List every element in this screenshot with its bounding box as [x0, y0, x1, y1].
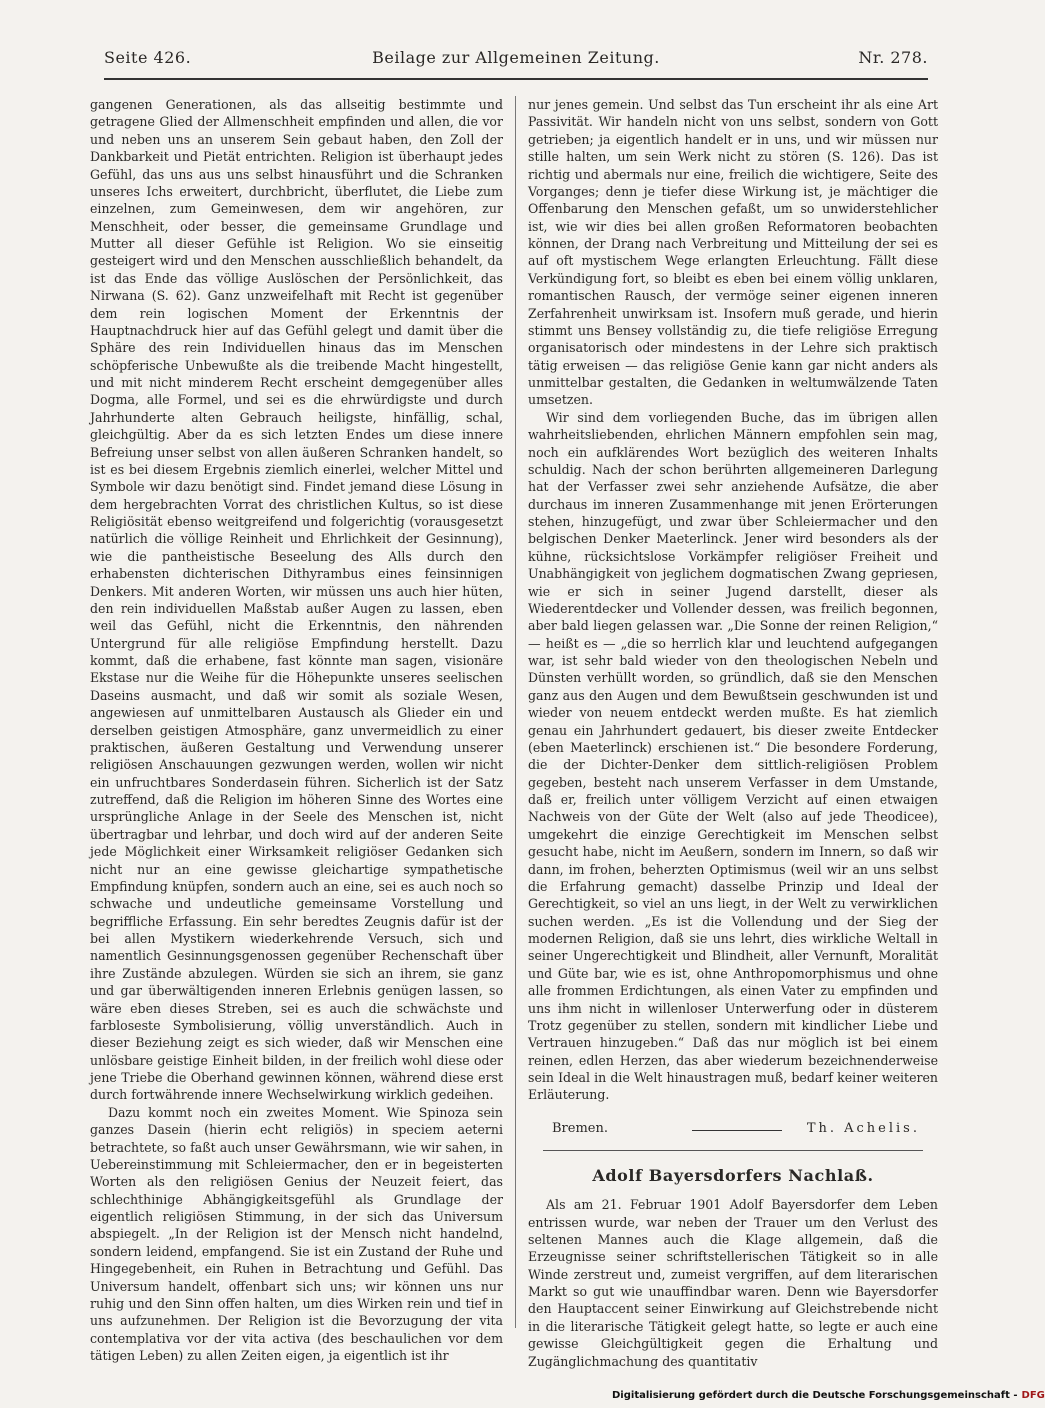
digitization-footer: [612, 1390, 1045, 1401]
signature-line: [528, 1112, 938, 1146]
signature-author: Th. Achelis.: [806, 1120, 920, 1136]
dfg-logo: DFG: [1021, 1390, 1045, 1401]
page-number: Seite 426.: [104, 48, 192, 67]
right-column: [528, 96, 938, 1370]
header-rule: [104, 78, 928, 80]
issue-number: Nr. 278.: [858, 48, 928, 67]
page-header: [104, 48, 928, 72]
article-separator: [543, 1150, 923, 1151]
signature-place: Bremen.: [552, 1120, 608, 1136]
paragraph: Wir sind dem vorliegenden Buche, das im übrigen allen wahrheitsliebenden, ehrlichen Männern empfohlen sein mag, noch ein aufklärendes Wort bezüglich des weiteren Inhalts schuldig. Nach der schon berührten allgemeineren Darlegung hat der Verfasser zwei sehr anziehende Aufsätze, die aber durchaus im inneren Zusammenhange mit jenen Erörterungen stehen, hinzugefügt, und zwar über Schleiermacher und den belgischen Denker Maeterlinck. Jener wird besonders als der kühne, rücksichtslose Vorkämpfer religiöser Freiheit und Unabhängigkeit von jeglichem dogmatischen Zwang gepriesen, wie er sich in seiner Jugend darstellt, dieser als Wiederentdecker und Vollender dessen, was freilich begonnen, aber bald liegen gelassen war. „Die Sonne der reinen Religion,“ — heißt es — „die so herrlich klar und leuchtend aufgegangen war, ist sehr bald wieder von den theologischen Nebeln und Dünsten verhüllt worden, so gründlich, daß sie den Menschen ganz aus den Augen und dem Bewußtsein geschwunden ist und wieder von neuem entdeckt werden mußte. Es hat ziemlich genau ein Jahrhundert gedauert, bis dieser zweite Entdecker (eben Maeterlinck) erschienen ist.“ Die besondere Forderung, die der Dichter-Denker dem sittlich-religiösen Problem gegeben, besteht nach unserem Verfasser in dem Umstande, daß er, freilich unter völligem Verzicht auf einen etwaigen Nachweis von der Güte der Welt (also auf jede Theodicee), umgekehrt die einzige Gerechtigkeit im Menschen selbst gesucht habe, nicht im Aeußern, sondern im Innern, so daß wir dann, im frohen, beherzten Optimismus (weil wir an uns selbst die Erfahrung gemacht) dasselbe Prinzip und Ideal der Gerechtigkeit, so viel an uns liegt, in der Welt zu verwirklichen suchen werden. „Es ist die Vollendung und der Sieg der modernen Religion, daß sie uns lehrt, dies wirkliche Weltall in seiner Ungerechtigkeit und Blindheit, aller Vernunft, Moralität und Güte bar, wie es ist, ohne Anthropomorphismus und ohne alle frommen Erdichtungen, als einen Vater zu empfinden und uns ihm nicht in willenloser Unterwerfung oder in düsterem Trotz gegenüber zu stellen, sondern mit kindlicher Liebe und Vertrauen hinzugeben.“ Daß das nur möglich ist bei einem reinen, edlen Herzen, das aber wiederum bezeichnenderweise sein Ideal in die Welt hinaustragen muß, bedarf keiner weiteren Erläuterung.: [528, 409, 938, 1103]
publication-title: Beilage zur Allgemeinen Zeitung.: [372, 48, 660, 67]
left-column: [90, 96, 503, 1364]
paragraph: Als am 21. Februar 1901 Adolf Bayersdorfer dem Leben entrissen wurde, war neben der Trauer um den Verlust des seltenen Mannes auch die Klage allgemein, daß die Erzeugnisse seiner schriftstellerischen Tätigkeit so in alle Winde zerstreut und, zumeist vergriffen, auf dem literarischen Markt so gut wie unauffindbar waren. Denn wie Bayersdorfer den Hauptaccent seiner Einwirkung auf Gleichstrebende nicht in die literarische Tätigkeit gelegt hatte, so legte er auch eine gewisse Gleichgültigkeit gegen die Erhaltung und Zugänglichmachung des quantitativ: [528, 1197, 938, 1369]
footer-text: Digitalisierung gefördert durch die Deutsche Forschungsgemeinschaft -: [612, 1390, 1018, 1401]
signature-rule: [692, 1130, 782, 1131]
paragraph: nur jenes gemein. Und selbst das Tun erscheint ihr als eine Art Passivität. Wir handeln nicht von uns selbst, sondern von Gott getrieben; ja eigentlich handelt er in uns, und wir müssen nur stille halten, um sein Werk nicht zu stören (S. 126). Das ist richtig und abermals nur eine, freilich die wichtigere, Seite des Vorganges; denn je tiefer diese Wirkung ist, je mächtiger die Offenbarung den Menschen gefaßt, um so unwiderstehlicher ist, wie wir dies bei allen großen Reformatoren beobachten können, der Drang nach Verbreitung und Mitteilung der sei es auf oft mystischem Wege erlangten Erleuchtung. Fällt diese Verkündigung fort, so bleibt es eben bei einem völlig unklaren, romantischen Rausch, der vermöge seiner eigenen inneren Zerfahrenheit unwirksam ist. Insofern muß gerade, und hierin stimmt uns Bensey vollständig zu, die tiefe religiöse Erregung organisatorisch oder mindestens in der Lehre sich praktisch tätig erweisen — das religiöse Genie kann gar nicht anders als unmittelbar gestalten, die Gedanken in weltumwälzende Taten umsetzen.: [528, 97, 938, 408]
column-divider: [515, 96, 516, 1328]
paragraph: gangenen Generationen, als das allseitig bestimmte und getragene Glied der Allmenschheit empfinden und allen, die vor und neben uns an unserem Sein gebaut haben, den Zoll der Dankbarkeit und Pietät entrichten. Religion ist überhaupt jedes Gefühl, das uns aus uns selbst hinausführt und die Schranken unseres Ichs erweitert, durchbricht, überflutet, die Liebe zum einzelnen, zum Gemeinwesen, dem wir angehören, zur Menschheit, oder besser, die gemeinsame Grundlage und Mutter all dieser Gefühle ist Religion. Wo sie einseitig gesteigert wird und den Menschen ausschließlich behandelt, da ist das Ende das völlige Auslöschen der Persönlichkeit, das Nirwana (S. 62). Ganz unzweifelhaft mit Recht ist gegenüber dem rein logischen Moment der Erkenntnis der Hauptnachdruck hier auf das Gefühl gelegt und damit über die Sphäre des rein Individuellen hinaus das im Menschen schöpferische Unbewußte als die treibende Macht hingestellt, und mit nicht minderem Recht erscheint demgegenüber alles Dogma, alle Formel, und sei es die ehrwürdigste und durch Jahrhunderte alten Gebrauch heiligste, hinfällig, schal, gleichgültig. Aber da es sich letzten Endes um diese innere Befreiung unser selbst von allen äußeren Schranken handelt, so ist es bei diesem Ergebnis ziemlich einerlei, welcher Mittel und Symbole wir dazu benötigt sind. Findet jemand diese Lösung in dem hergebrachten Vorrat des christlichen Kultus, so ist diese Religiösität ebenso weitgreifend und folgerichtig (vorausgesetzt natürlich die völlige Reinheit und Ehrlichkeit der Gesinnung), wie die pantheistische Beseelung des Alls durch den erhabensten dichterischen Dithyrambus eines feinsinnigen Denkers. Mit anderen Worten, wir müssen uns auch hier hüten, den rein individuellen Maßstab außer Augen zu lassen, eben weil das Gefühl, nicht die Erkenntnis, den nährenden Untergrund für alle religiöse Empfindung herstellt. Dazu kommt, daß die erhabene, fast könnte man sagen, visionäre Ekstase nur die Weihe für die Höhepunkte unseres seelischen Daseins ausmacht, und daß wir somit als soziale Wesen, angewiesen auf unmittelbaren Austausch als Glieder ein und derselben geistigen Atmosphäre, ganz unvermeidlich zu einer praktischen, äußeren Gestaltung und Verwendung unserer religiösen Anschauungen gezwungen werden, wollen wir nicht ein unfruchtbares Sonderdasein führen. Sicherlich ist der Satz zutreffend, daß die Religion im höheren Sinne des Wortes eine ursprüngliche Anlage in der Seele des Menschen ist, nicht übertragbar und lehrbar, und doch wird auf der anderen Seite jede Möglichkeit einer Wirksamkeit religiöser Gedanken sich nicht nur an eine gewisse gleichartige sympathetische Empfindung knüpfen, sondern auch an eine, sei es auch noch so schwache und undeutliche gemeinsame Vorstellung und begriffliche Erfassung. Ein sehr beredtes Zeugnis dafür ist der bei allen Mystikern wiederkehrende Versuch, sich und namentlich Gesinnungsgenossen gegenüber Rechenschaft über ihre Zustände abzulegen. Würden sie sich an ihrem, sie ganz und gar überwältigenden inneren Erlebnis genügen lassen, so wäre eben dieses Streben, sei es auch die schwächste und farbloseste Symbolisierung, völlig unverständlich. Auch in dieser Beziehung zeigt es sich wieder, daß wir Menschen eine unlösbare geistige Einheit bilden, in der freilich wohl diese oder jene Triebe die Oberhand gewinnen können, während diese erst durch fortwährende innere Wechselwirkung wirklich gedeihen.: [90, 97, 503, 1103]
paragraph: Dazu kommt noch ein zweites Moment. Wie Spinoza sein ganzes Dasein (hierin echt religiös) in speciem aeterni betrachtete, so faßt auch unser Gewährsmann, wie wir sahen, in Uebereinstimmung mit Schleiermacher, den er in begeisterten Worten als den religiösen Genius der Neuzeit feiert, das schlechthinige Abhängigkeitsgefühl als Grundlage der eigentlich religiösen Stimmung, in der sich das Universum abspiegelt. „In der Religion ist der Mensch nicht handelnd, sondern leidend, empfangend. Sie ist ein Zustand der Ruhe und Hingegebenheit, ein Ruhen in Betrachtung und Gefühl. Das Universum handelt, offenbart sich uns; wir können uns nur ruhig und den Sinn offen halten, um dies Wirken rein und tief in uns aufzunehmen. Der Religion ist die Bevorzugung der vita contemplativa vor der vita activa (des beschaulichen vor dem tätigen Leben) zu allen Zeiten eigen, ja eigentlich ist ihr: [90, 1104, 503, 1363]
article-title: Adolf Bayersdorfers Nachlaß.: [592, 1165, 874, 1185]
